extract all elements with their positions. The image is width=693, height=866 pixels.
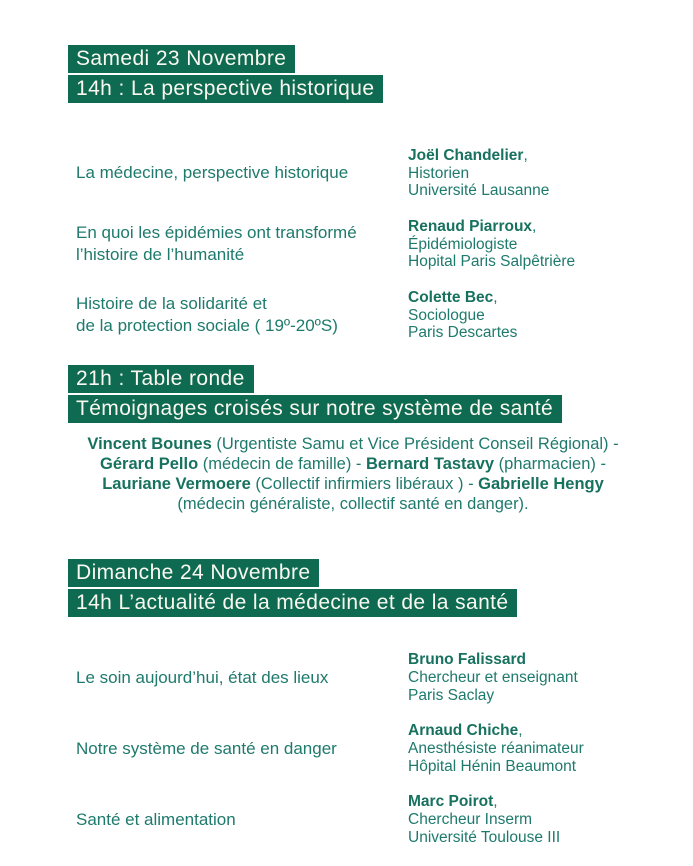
session-date-banner: Samedi 23 Novembre: [68, 45, 295, 73]
session-sunday-14h: [68, 559, 669, 846]
participant-name: Gabrielle Hengy: [478, 475, 604, 494]
speaker-role: Anesthésiste réanimateur: [408, 740, 584, 758]
talk-topic: [68, 667, 408, 689]
speaker-block: [408, 651, 578, 704]
participant-name: Vincent Bounes: [87, 434, 212, 453]
agenda-item: [68, 651, 669, 704]
speaker-name-line: [408, 147, 549, 165]
agenda-items: [68, 147, 669, 342]
speaker-role: Historien: [408, 164, 470, 182]
speaker-role: Chercheur et enseignant: [408, 669, 578, 687]
speaker-institution: Paris Saclay: [408, 686, 495, 704]
participant-name: Gérard Pello: [100, 455, 199, 474]
session-banner-row: [68, 559, 669, 589]
speaker-name-suffix: ,: [493, 288, 498, 306]
speaker-role: Épidémiologiste: [408, 235, 518, 253]
speaker-institution: Hôpital Hénin Beaumont: [408, 757, 577, 775]
speaker-name: Colette Bec: [408, 288, 494, 306]
speaker-institution: Paris Descartes: [408, 324, 518, 342]
talk-topic: [68, 162, 408, 184]
participant-detail: (médecin de famille) -: [198, 455, 366, 474]
session-banner-row: [68, 75, 669, 105]
agenda-item: [68, 722, 669, 775]
speaker-name: Arnaud Chiche: [408, 722, 519, 740]
speaker-name-line: [408, 218, 575, 236]
speaker-block: [408, 289, 517, 342]
speaker-role: Chercheur Inserm: [408, 811, 533, 828]
roundtable-participants: [68, 434, 638, 515]
agenda-item: [68, 793, 669, 846]
session-title-banner: 14h : La perspective historique: [68, 75, 383, 103]
session-banner-row: [68, 45, 669, 75]
speaker-name-line: [408, 651, 578, 669]
speaker-block: [408, 722, 584, 775]
participant-detail: (médecin généraliste, collectif santé en danger).: [177, 495, 529, 514]
speaker-name: Marc Poirot: [408, 793, 494, 811]
session-banner-row: [68, 395, 669, 425]
speaker-name-suffix: ,: [523, 147, 528, 164]
session-time-banner: 21h : Table ronde: [68, 365, 254, 393]
speaker-role: Sociologue: [408, 306, 485, 324]
talk-topic: [68, 738, 408, 760]
speaker-name: Bruno Falissard: [408, 651, 526, 669]
agenda-item: [68, 289, 669, 342]
topic-line: l’histoire de l’humanité: [76, 245, 245, 265]
participant-name: Bernard Tastavy: [365, 455, 495, 474]
topic-line: Histoire de la solidarité et: [76, 294, 267, 314]
speaker-institution: Hopital Paris Salpêtrière: [408, 253, 576, 271]
topic-line: Notre système de santé en danger: [76, 738, 337, 758]
participant-name: Lauriane Vermoere: [102, 475, 251, 494]
participant-detail: (Urgentiste Samu et Vice Président Conseil Régional) -: [211, 434, 619, 453]
session-date-banner: Dimanche 24 Novembre: [68, 559, 319, 587]
topic-line: La médecine, perspective historique: [76, 163, 349, 183]
topic-line: En quoi les épidémies ont transformé: [76, 223, 357, 243]
session-title-banner: 14h L’actualité de la médecine et de la santé: [68, 589, 517, 617]
participant-detail: (pharmacien) -: [494, 455, 606, 474]
speaker-block: [408, 793, 560, 846]
participant-detail: (Collectif infirmiers libéraux ) -: [250, 475, 479, 494]
agenda-item: [68, 218, 669, 271]
talk-topic: [68, 293, 408, 337]
speaker-name-suffix: ,: [532, 217, 537, 235]
speaker-institution: Université Toulouse III: [408, 828, 561, 846]
speaker-name-suffix: ,: [518, 722, 523, 740]
speaker-block: [408, 218, 575, 271]
session-banner-row: [68, 589, 669, 619]
talk-topic: [68, 809, 408, 831]
topic-line: Le soin aujourd’hui, état des lieux: [76, 667, 329, 687]
session-saturday-21h-roundtable: [68, 365, 669, 515]
agenda-items: [68, 651, 669, 846]
session-saturday-14h: [68, 45, 669, 342]
speaker-name: Joël Chandelier: [408, 147, 524, 164]
topic-line: Santé et alimentation: [76, 809, 236, 829]
agenda-item: [68, 147, 669, 200]
speaker-name-line: [408, 722, 584, 740]
speaker-name-line: [408, 289, 517, 307]
topic-line: de la protection sociale ( 19º-20ºS): [76, 316, 338, 336]
session-banner-row: [68, 365, 669, 395]
speaker-block: [408, 147, 549, 200]
talk-topic: [68, 222, 408, 266]
session-title-banner: Témoignages croisés sur notre système de santé: [68, 395, 562, 423]
speaker-name-suffix: ,: [493, 793, 498, 811]
speaker-institution: Université Lausanne: [408, 182, 550, 200]
speaker-name: Renaud Piarroux: [408, 217, 533, 235]
speaker-name-line: [408, 793, 560, 811]
